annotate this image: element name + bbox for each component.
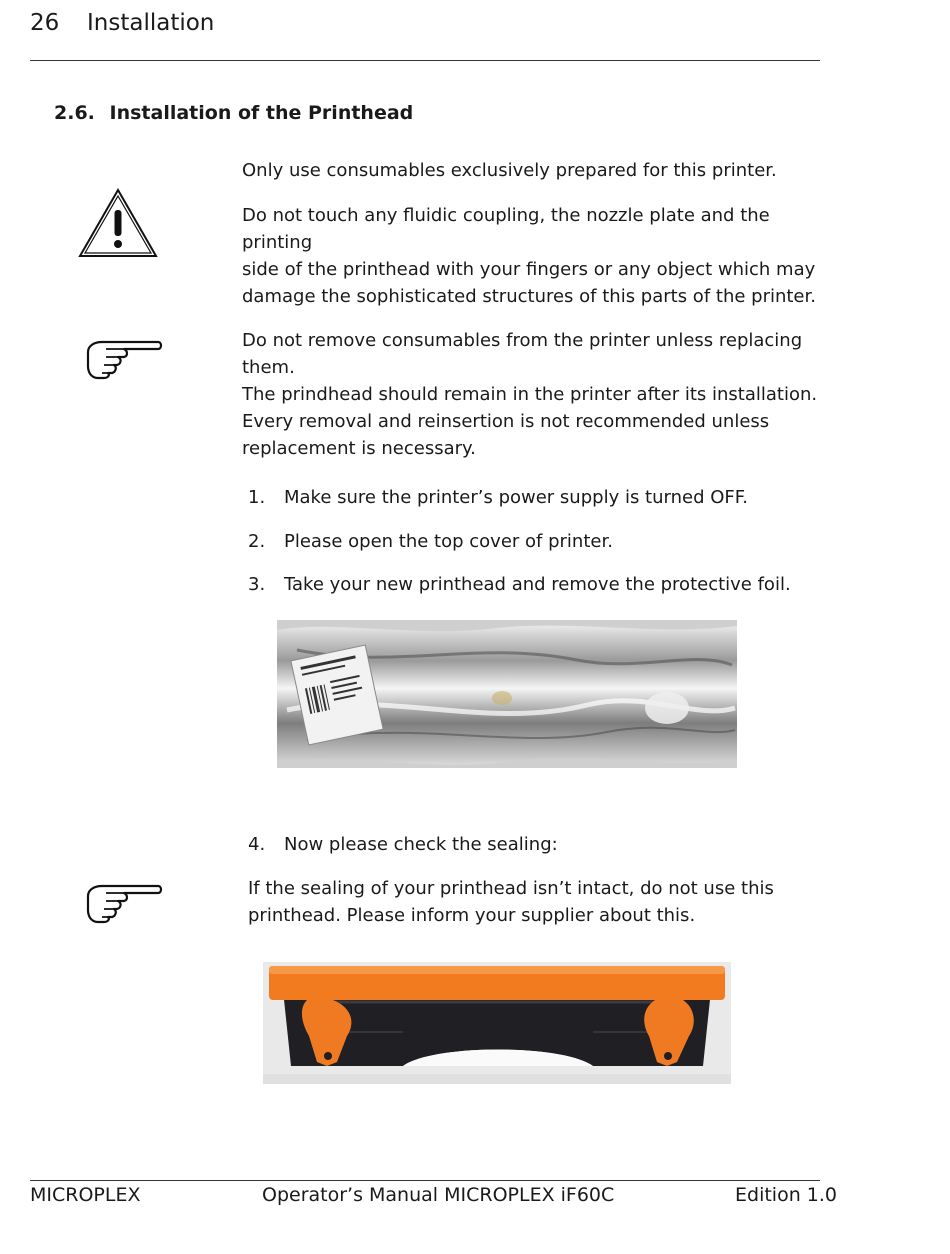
footer-edition: Edition 1.0	[735, 1184, 837, 1206]
step-number: 1.	[248, 487, 266, 508]
printhead-sealing-photo	[263, 962, 731, 1084]
warning-line: Do not touch any fluidic coupling, the nozzle plate and the printing	[242, 205, 770, 253]
note-line: The prindhead should remain in the printer after its installation.	[242, 384, 818, 405]
warning-line: damage the sophisticated structures of this parts of the printer.	[242, 286, 816, 307]
pointing-hand-icon	[84, 336, 164, 380]
footer-brand: MICROPLEX	[30, 1184, 141, 1206]
warning-text	[242, 202, 842, 310]
section-number: 2.6.	[54, 102, 95, 124]
note-line: If the sealing of your printhead isn’t intact, do not use this	[248, 878, 774, 899]
note-line: Do not remove consumables from the printer unless replacing them.	[242, 330, 803, 378]
warning-triangle-icon	[78, 188, 158, 260]
note-line: printhead. Please inform your supplier about this.	[248, 905, 696, 926]
footer-manual-title: Operator’s Manual MICROPLEX iF60C	[262, 1184, 615, 1206]
header-rule	[30, 60, 820, 61]
step-number: 2.	[248, 531, 266, 552]
section-heading	[54, 102, 413, 124]
step-number: 3.	[248, 574, 266, 595]
consumable-removal-note	[242, 327, 842, 462]
step-text: Please open the top cover of printer.	[284, 531, 613, 552]
step-text: Take your new printhead and remove the protective foil.	[284, 574, 791, 595]
consumables-note: Only use consumables exclusively prepared for this printer.	[242, 160, 777, 181]
note-line: Every removal and reinsertion is not recommended unless	[242, 411, 770, 432]
note-line: replacement is necessary.	[242, 438, 476, 459]
printhead-foil-photo	[277, 620, 737, 768]
warning-line: side of the printhead with your fingers or any object which may	[242, 259, 816, 280]
chapter-title: Installation	[87, 10, 215, 36]
pointing-hand-icon	[84, 880, 164, 924]
footer-rule	[30, 1180, 820, 1181]
step-text: Make sure the printer’s power supply is turned OFF.	[284, 487, 748, 508]
step-number: 4.	[248, 834, 266, 855]
step-text: Now please check the sealing:	[284, 834, 558, 855]
section-title: Installation of the Printhead	[109, 102, 414, 124]
page-number: 26	[30, 10, 60, 36]
sealing-note	[248, 875, 848, 929]
